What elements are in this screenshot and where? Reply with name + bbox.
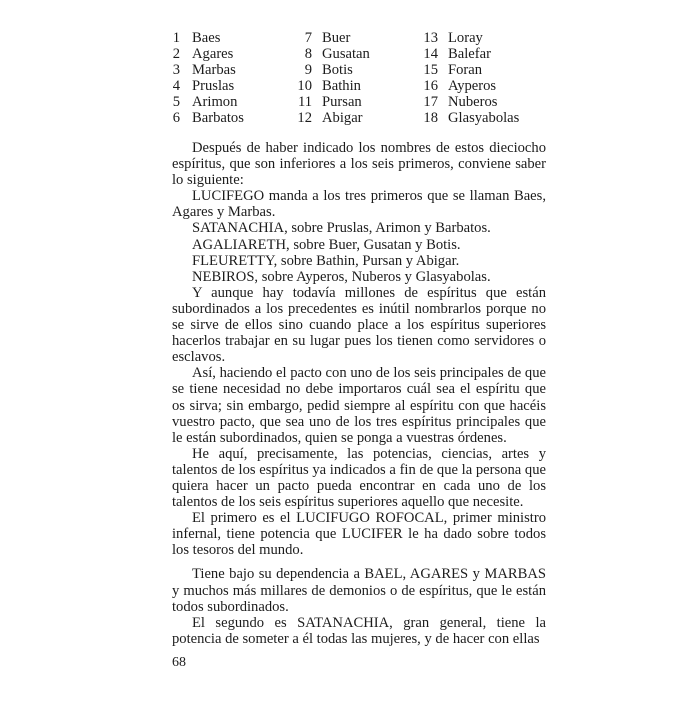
spirit-number: 15: [423, 62, 438, 78]
paragraph: SATANACHIA, sobre Pruslas, Arimon y Barbatos.: [192, 220, 491, 237]
spirit-number: 11: [297, 94, 312, 110]
spirit-number: 14: [423, 46, 438, 62]
spirit-list: [172, 30, 572, 130]
spirit-name: Pruslas: [192, 78, 235, 94]
paragraph: Y aunque hay todavía millones de espíritus que están subordinados a los precedentes es inútil nombrarlos porque no se sirve de ellos sino cuando place a los espíritus superiores hacerlos trabajar en su lugar pues los tienen como servidores o esclavos.: [172, 284, 546, 366]
spirit-name: Glasyabolas: [448, 110, 520, 126]
body-text: [172, 140, 546, 647]
spirit-number: 6: [172, 110, 180, 126]
paragraph: El primero es el LUCIFUGO ROFOCAL, primer ministro infernal, tiene potencia que LUCIFER le ha dado sobre todos los tesoros del mundo.: [172, 510, 546, 559]
spirit-name: Botis: [322, 62, 353, 78]
paragraph: Así, haciendo el pacto con uno de los seis principales de que se tiene necesidad no debe importaros cuál sea el espíritu que os sirva; sin embargo, pedid siempre al espíritu con que hacéis vuestro pacto, que sea uno de los tres espíritus principales que le están subordinados, quien se ponga a vuestras órdenes.: [172, 365, 546, 446]
paragraph: AGALIARETH, sobre Buer, Gusatan y Botis.: [192, 236, 461, 253]
spirit-name: Balefar: [448, 46, 491, 62]
paragraph: Tiene bajo su dependencia a BAEL, AGARES y MARBAS y muchos más millares de demonios o de espíritus, que le están todos subordinados.: [172, 566, 546, 615]
spirit-name: Bathin: [322, 78, 361, 94]
paragraph: Después de haber indicado los nombres de estos dieciocho espíritus, que son inferiores a los seis primeros, conviene saber lo siguiente:: [172, 140, 546, 189]
spirit-number: 12: [297, 110, 312, 126]
spirit-number: 8: [304, 46, 312, 62]
spirit-number: 9: [304, 62, 312, 78]
paragraph: He aquí, precisamente, las potencias, ciencias, artes y talentos de los espíritus ya indicados a fin de que la persona que quiera hacer un pacto pueda encontrar en cada uno de los talentos de los seis espíritus superiores aquello que necesite.: [172, 445, 546, 511]
spirit-name: Nuberos: [448, 94, 498, 110]
spirit-name: Ayperos: [448, 78, 497, 94]
spirit-name: Baes: [192, 30, 221, 46]
spirit-number: 7: [304, 30, 312, 46]
spirit-name: Buer: [322, 30, 351, 46]
spirit-number: 1: [172, 30, 180, 46]
spirit-name: Arimon: [192, 94, 238, 110]
spirit-number: 16: [423, 78, 438, 94]
spirit-number: 18: [423, 110, 438, 126]
spirit-number: 3: [172, 62, 180, 78]
paragraph: LUCIFEGO manda a los tres primeros que se llaman Baes, Agares y Marbas.: [172, 188, 546, 221]
spirit-number: 2: [172, 46, 180, 62]
spirit-name: Marbas: [192, 62, 236, 78]
page-number: 68: [172, 655, 186, 670]
spirit-number: 5: [172, 94, 180, 110]
spirit-number: 4: [172, 78, 180, 94]
spirit-name: Pursan: [322, 94, 362, 110]
spirit-name: Abigar: [322, 110, 363, 126]
spirit-name: Agares: [192, 46, 234, 62]
spirit-name: Barbatos: [192, 110, 244, 126]
spirit-number: 17: [423, 94, 438, 110]
paragraph: El segundo es SATANACHIA, gran general, tiene la potencia de someter a él todas las mujeres, y de hacer con ellas: [172, 614, 546, 647]
spirit-number: 13: [423, 30, 438, 46]
spirit-name: Loray: [448, 30, 483, 46]
paragraph: NEBIROS, sobre Ayperos, Nuberos y Glasyabolas.: [192, 268, 491, 285]
spirit-name: Gusatan: [322, 46, 370, 62]
spirit-number: 10: [297, 78, 312, 94]
paragraph: FLEURETTY, sobre Bathin, Pursan y Abigar.: [192, 252, 460, 269]
spirit-name: Foran: [448, 62, 483, 78]
